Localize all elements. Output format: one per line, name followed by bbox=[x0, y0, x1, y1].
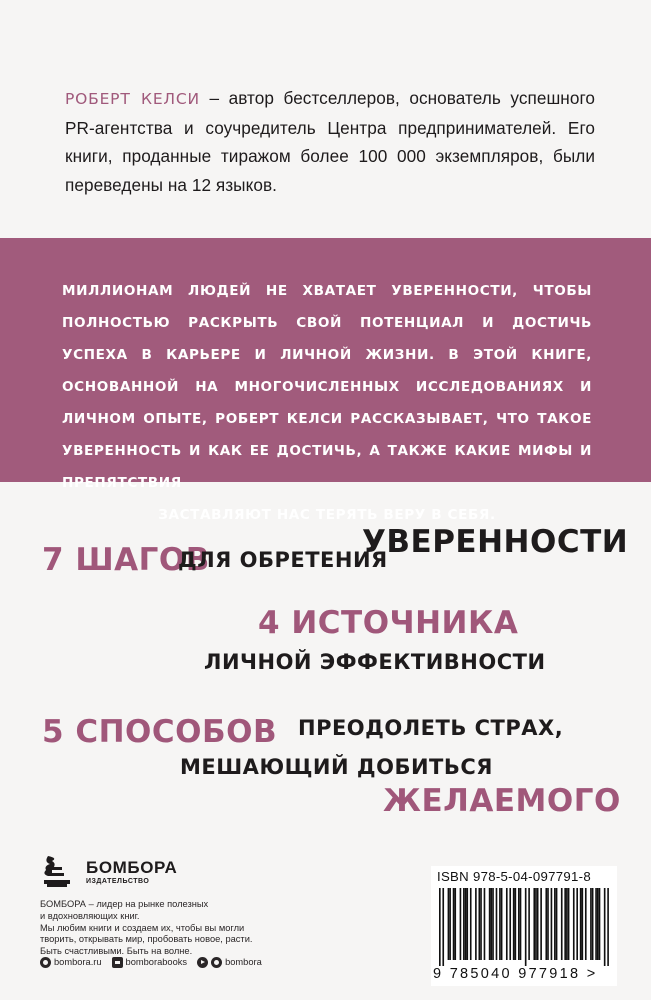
annotation-main: МИЛЛИОНАМ ЛЮДЕЙ НЕ ХВАТАЕТ УВЕРЕННОСТИ, ЧТОБЫ ПОЛНОСТЬЮ РАСКРЫТЬ СВОЙ ПОТЕНЦИАЛ И ДОСТИЧЬ УСПЕХА В КАРЬЕРЕ И ЛИЧНОЙ ЖИЗНИ. В ЭТОЙ КНИГЕ, ОСНОВАННОЙ НА МНОГОЧИСЛЕННЫХ ИССЛЕДОВАНИЯХ И ЛИЧНОМ ОПЫТЕ, РОБЕРТ КЕЛСИ РАССКАЗЫВАЕТ, ЧТО ТАКОЕ УВЕРЕННОСТЬ И КАК ЕЕ ДОСТИЧЬ, А ТАКЖЕ КАКИЕ МИФЫ И ПРЕПЯТСТВИЯ bbox=[62, 283, 592, 491]
social-site[interactable] bbox=[40, 957, 102, 968]
highlight-3-number: 5 СПОСОБОВ bbox=[42, 714, 278, 750]
annotation-text bbox=[62, 275, 592, 531]
barcode-bar bbox=[561, 888, 563, 960]
barcode-bar bbox=[564, 888, 566, 960]
isbn-digits: 9 785040 977918 > bbox=[433, 966, 598, 982]
barcode-bar bbox=[545, 888, 547, 960]
barcode-bar bbox=[489, 888, 491, 960]
publisher-blurb bbox=[40, 899, 270, 958]
barcode-bar bbox=[568, 888, 570, 960]
isbn-label: ISBN 978-5-04-097791-8 bbox=[437, 869, 591, 884]
barcode-bar bbox=[547, 888, 549, 960]
highlight-1-end: УВЕРЕННОСТИ bbox=[362, 524, 629, 560]
isbn-barcode-block bbox=[431, 866, 617, 986]
barcode-bar bbox=[470, 888, 472, 960]
highlight-2-end: ЛИЧНОЙ ЭФФЕКТИВНОСТИ bbox=[204, 650, 546, 674]
barcode-bar bbox=[513, 888, 515, 960]
barcode-bar bbox=[597, 888, 599, 960]
barcode-bar bbox=[580, 888, 582, 960]
barcode-bar bbox=[442, 888, 444, 966]
author-bio bbox=[65, 84, 595, 199]
vk-icon bbox=[112, 957, 123, 968]
social-tg[interactable] bbox=[197, 957, 262, 968]
social-site-label: bombora.ru bbox=[54, 957, 102, 967]
barcode-bar bbox=[465, 888, 467, 960]
barcode-bar bbox=[466, 888, 468, 960]
barcode-bar bbox=[506, 888, 508, 960]
barcode-bar bbox=[480, 888, 482, 960]
barcode-bar bbox=[604, 888, 606, 966]
barcode-bar bbox=[585, 888, 587, 960]
publisher-blurb-line: Мы любим книги и создаем их, чтобы вы могли bbox=[40, 922, 245, 933]
publisher-blurb-line: и вдохновляющих книг. bbox=[40, 910, 140, 921]
author-bio-text: – автор бестселлеров, основатель успешного PR-агентства и соучредитель Центра предпринимателей. Его книги, проданные тиражом более 100 000 экземпляров, были переведены на 12 языков. bbox=[65, 88, 596, 195]
barcode-bar bbox=[556, 888, 558, 960]
annotation-last-line: ЗАСТАВЛЯЮТ НАС ТЕРЯТЬ ВЕРУ В СЕБЯ. bbox=[158, 507, 496, 523]
highlight-3-cont: МЕШАЮЩИЙ ДОБИТЬСЯ bbox=[180, 755, 493, 779]
barcode-bar bbox=[453, 888, 455, 960]
social-tg-label: bombora bbox=[225, 957, 262, 967]
barcode-bar bbox=[533, 888, 535, 960]
publisher-logo bbox=[40, 854, 240, 890]
barcode-bar bbox=[566, 888, 568, 960]
barcode-bar bbox=[499, 888, 501, 960]
barcode-bar bbox=[509, 888, 511, 960]
social-links bbox=[40, 955, 272, 969]
barcode-bar bbox=[592, 888, 594, 960]
youtube-icon bbox=[211, 957, 222, 968]
barcode-bar bbox=[484, 888, 486, 960]
barcode-bar bbox=[518, 888, 520, 960]
highlight-1-middle: ДЛЯ ОБРЕТЕНИЯ bbox=[178, 548, 388, 572]
publisher-blurb-line: Быть счастливыми. Быть на волне. bbox=[40, 946, 193, 957]
barcode-bar bbox=[551, 888, 553, 960]
highlight-2-number: 4 ИСТОЧНИКА bbox=[258, 605, 519, 641]
barcode-bar bbox=[454, 888, 456, 960]
barcode-bar bbox=[515, 888, 517, 960]
publisher-subtitle: ИЗДАТЕЛЬСТВО bbox=[86, 878, 150, 885]
telegram-icon bbox=[197, 957, 208, 968]
barcode-bar bbox=[520, 888, 522, 960]
barcode-bar bbox=[501, 888, 503, 960]
barcode-bar bbox=[535, 888, 537, 960]
barcode-icon bbox=[439, 888, 609, 966]
barcode-bar bbox=[492, 888, 494, 960]
barcode-bar bbox=[478, 888, 480, 960]
barcode-bar bbox=[496, 888, 498, 960]
barcode-bar bbox=[607, 888, 609, 966]
barcode-bar bbox=[576, 888, 578, 960]
barcode-bar bbox=[449, 888, 451, 960]
highlight-3-end: ЖЕЛАЕМОГО bbox=[383, 783, 621, 819]
barcode-bar bbox=[439, 888, 441, 966]
barcode-bar bbox=[595, 888, 597, 960]
barcode-bar bbox=[528, 888, 530, 960]
bombora-logo-icon bbox=[40, 854, 80, 888]
barcode-bar bbox=[463, 888, 465, 960]
barcode-bar bbox=[582, 888, 584, 960]
barcode-bar bbox=[540, 888, 542, 960]
publisher-name: БОМБОРА bbox=[86, 858, 178, 877]
author-name: РОБЕРТ КЕЛСИ bbox=[65, 90, 200, 108]
social-vk-label: bomborabooks bbox=[125, 957, 188, 967]
barcode-bar bbox=[448, 888, 450, 960]
barcode-bar bbox=[460, 888, 462, 960]
highlight-1-number: 7 ШАГОВ bbox=[42, 542, 210, 578]
barcode-bar bbox=[491, 888, 493, 960]
barcode-bar bbox=[573, 888, 575, 960]
barcode-bar bbox=[590, 888, 592, 960]
highlight-3-middle: ПРЕОДОЛЕТЬ СТРАХ, bbox=[298, 716, 564, 740]
barcode-bar bbox=[525, 888, 527, 966]
barcode-bar bbox=[475, 888, 477, 960]
barcode-bar bbox=[537, 888, 539, 960]
publisher-blurb-line: БОМБОРА – лидер на рынке полезных bbox=[40, 899, 209, 909]
barcode-bar bbox=[599, 888, 601, 960]
publisher-blurb-line: творить, открывать мир, пробовать новое, расти. bbox=[40, 934, 253, 945]
social-vk[interactable] bbox=[112, 957, 188, 968]
barcode-bar bbox=[554, 888, 556, 960]
globe-icon bbox=[40, 957, 51, 968]
